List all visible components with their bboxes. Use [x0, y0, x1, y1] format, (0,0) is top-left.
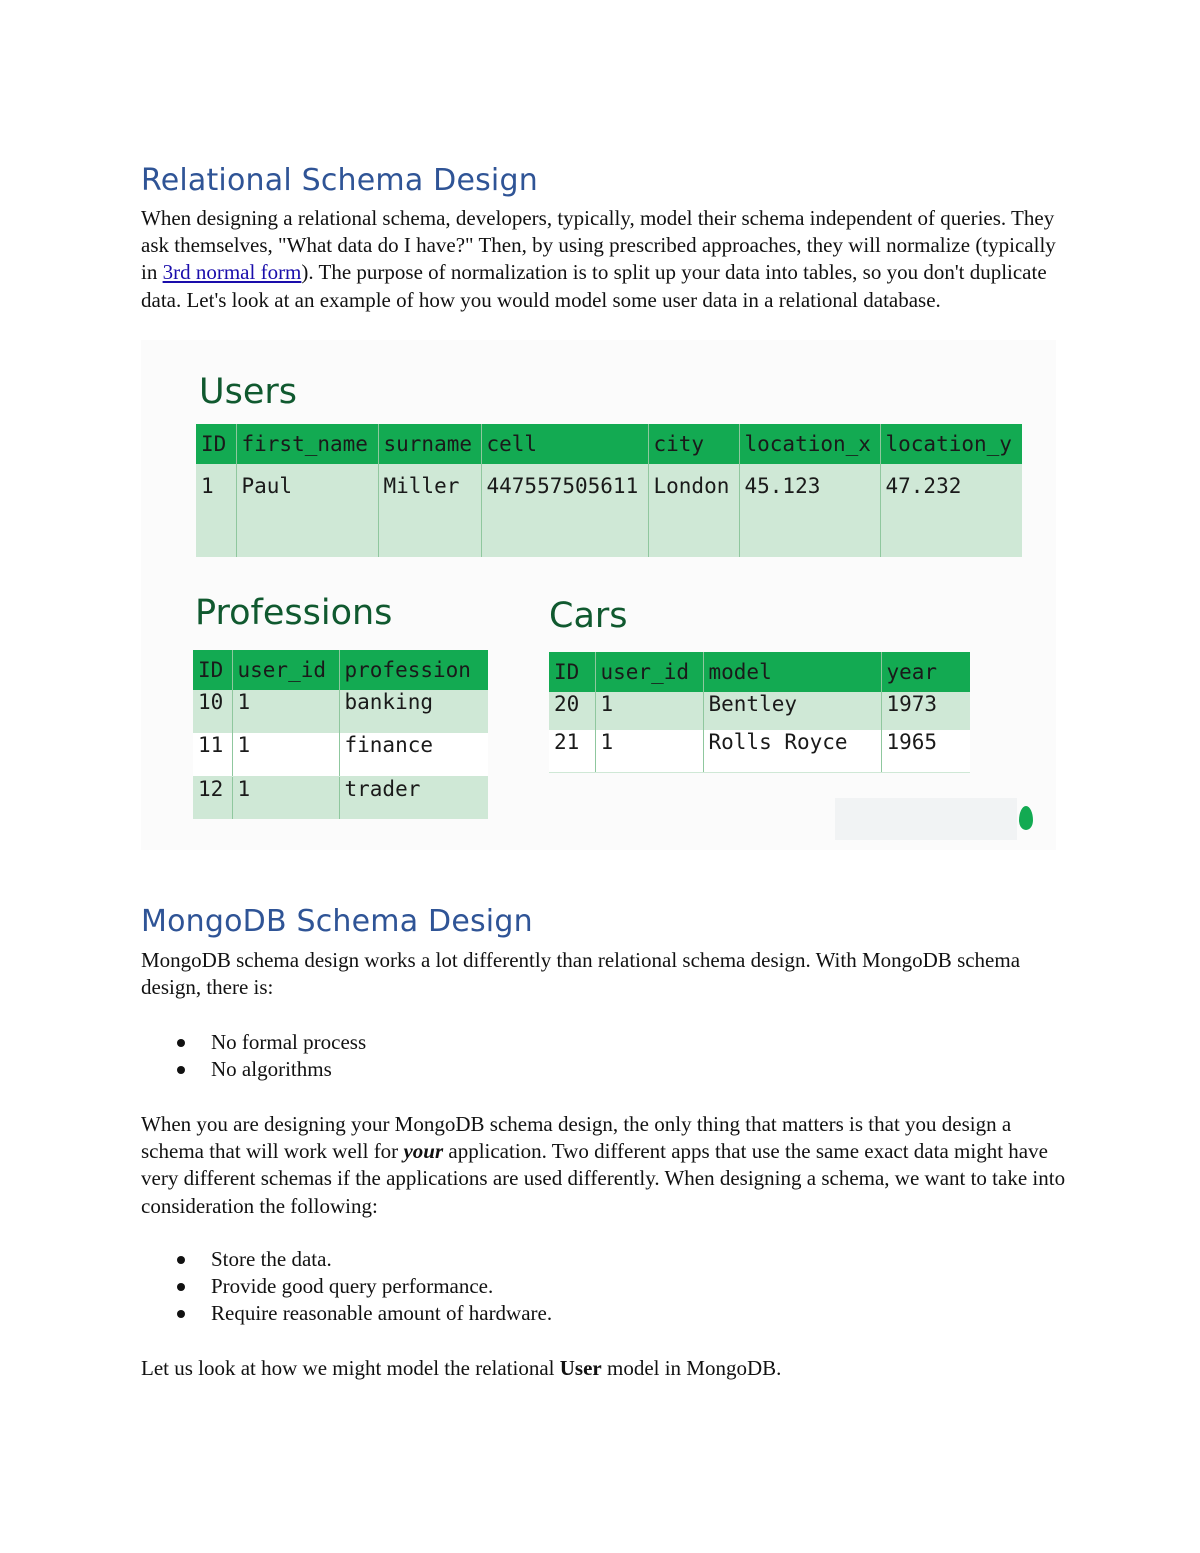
- users-col-cell: cell: [481, 424, 648, 464]
- users-col-location-x: location_x: [739, 424, 880, 464]
- relational-text-start: When designing a relational schema, developers, typically, model their schema independent of queries. They ask themselves, "What data do I have?" Then, by using prescribed approaches, they will normalize (typically in: [141, 206, 1056, 285]
- table-cell: 12: [193, 776, 232, 819]
- mongodb-heading: MongoDB Schema Design: [141, 904, 533, 939]
- list-item-text: No formal process: [211, 1030, 367, 1054]
- users-col-first-name: first_name: [236, 424, 378, 464]
- table-cell: 11: [193, 733, 232, 776]
- list-item-text: Provide good query performance.: [211, 1274, 494, 1299]
- cars-col-year: year: [881, 652, 970, 692]
- users-col-city: city: [648, 424, 739, 464]
- cars-col-user-id: user_id: [595, 652, 703, 692]
- table-cell: 10: [193, 690, 232, 733]
- closing-paragraph: [141, 1355, 1071, 1382]
- relational-paragraph: [141, 205, 1071, 314]
- process-list: [141, 1029, 366, 1083]
- mongodb-paragraph: [141, 1111, 1071, 1220]
- list-item-text: Store the data.: [211, 1247, 332, 1271]
- para2-text-end: application. Two different apps that use the same exact data might have very different schemas if the applications are used differently. When designing a schema, we want to take into consideration the following:: [141, 1139, 1066, 1218]
- user-model-bold: User: [559, 1356, 602, 1380]
- bullet-icon: [177, 1066, 185, 1074]
- list-item: [141, 1300, 552, 1327]
- relational-heading: Relational Schema Design: [141, 163, 538, 198]
- table-cell: banking: [339, 690, 488, 733]
- table-cell: 447557505611: [481, 464, 648, 557]
- para2-text-start: When you are designing your MongoDB schema design, the only thing that matters is that you design a schema that will work well for: [141, 1112, 1012, 1164]
- users-header-row: [196, 424, 1022, 464]
- bullet-icon: [177, 1256, 185, 1264]
- users-col-surname: surname: [378, 424, 481, 464]
- bullet-icon: [177, 1310, 185, 1318]
- table-row: [549, 692, 970, 730]
- list-item: [141, 1029, 366, 1056]
- relational-text-end: ). The purpose of normalization is to split up your data into tables, so you don't duplicate data. Let's look at an example of how you would model some user data in a relational database.: [141, 260, 1047, 312]
- professions-col-user-id: user_id: [232, 650, 339, 690]
- table-cell: Paul: [236, 464, 378, 557]
- users-table: [196, 424, 1022, 557]
- table-row: [549, 730, 970, 772]
- closing-text-start: Let us look at how we might model the relational: [141, 1356, 560, 1380]
- users-col-location-y: location_y: [880, 424, 1022, 464]
- logo-badge: [835, 798, 1017, 840]
- table-cell: Bentley: [703, 692, 881, 730]
- table-cell: London: [648, 464, 739, 557]
- table-cell: 1: [232, 776, 339, 819]
- professions-table: [193, 650, 488, 819]
- mongodb-leaf-icon: [1019, 806, 1033, 830]
- list-item: [141, 1273, 552, 1300]
- list-item-text: No algorithms: [211, 1057, 332, 1082]
- list-item: [141, 1246, 552, 1273]
- your-emphasis: your: [403, 1139, 444, 1164]
- cars-table: [549, 652, 970, 773]
- table-cell: 21: [549, 730, 595, 772]
- list-item-text: Require reasonable amount of hardware.: [211, 1301, 553, 1326]
- table-row: [193, 733, 488, 776]
- professions-col-id: ID: [193, 650, 232, 690]
- third-normal-form-link[interactable]: 3rd normal form: [162, 260, 302, 285]
- cars-header-row: [549, 652, 970, 692]
- cars-col-model: model: [703, 652, 881, 692]
- table-cell: 1: [595, 730, 703, 772]
- cars-col-id: ID: [549, 652, 595, 692]
- table-row: [193, 776, 488, 819]
- table-cell: 1: [196, 464, 236, 557]
- table-row: [196, 464, 1022, 557]
- closing-text-end: model in MongoDB.: [601, 1356, 782, 1380]
- considerations-list: [141, 1246, 552, 1328]
- table-cell: 1: [232, 733, 339, 776]
- table-cell: Miller: [378, 464, 481, 557]
- professions-col-profession: profession: [339, 650, 488, 690]
- table-cell: 1965: [881, 730, 970, 772]
- table-cell: 1: [232, 690, 339, 733]
- users-col-id: ID: [196, 424, 236, 464]
- table-cell: Rolls Royce: [703, 730, 881, 772]
- schema-figure: [141, 340, 1056, 850]
- cars-title: Cars: [549, 596, 628, 636]
- table-cell: 1973: [881, 692, 970, 730]
- table-cell: trader: [339, 776, 488, 819]
- professions-header-row: [193, 650, 488, 690]
- table-cell: 45.123: [739, 464, 880, 557]
- table-cell: 47.232: [880, 464, 1022, 557]
- table-cell: 20: [549, 692, 595, 730]
- list-item: [141, 1056, 366, 1083]
- users-title: Users: [199, 372, 298, 412]
- professions-title: Professions: [195, 593, 393, 633]
- table-cell: 1: [595, 692, 703, 730]
- table-row: [193, 690, 488, 733]
- bullet-icon: [177, 1283, 185, 1291]
- mongodb-intro: MongoDB schema design works a lot differently than relational schema design. With MongoDB schema design, there is:: [141, 948, 1021, 1000]
- table-cell: finance: [339, 733, 488, 776]
- bullet-icon: [177, 1039, 185, 1047]
